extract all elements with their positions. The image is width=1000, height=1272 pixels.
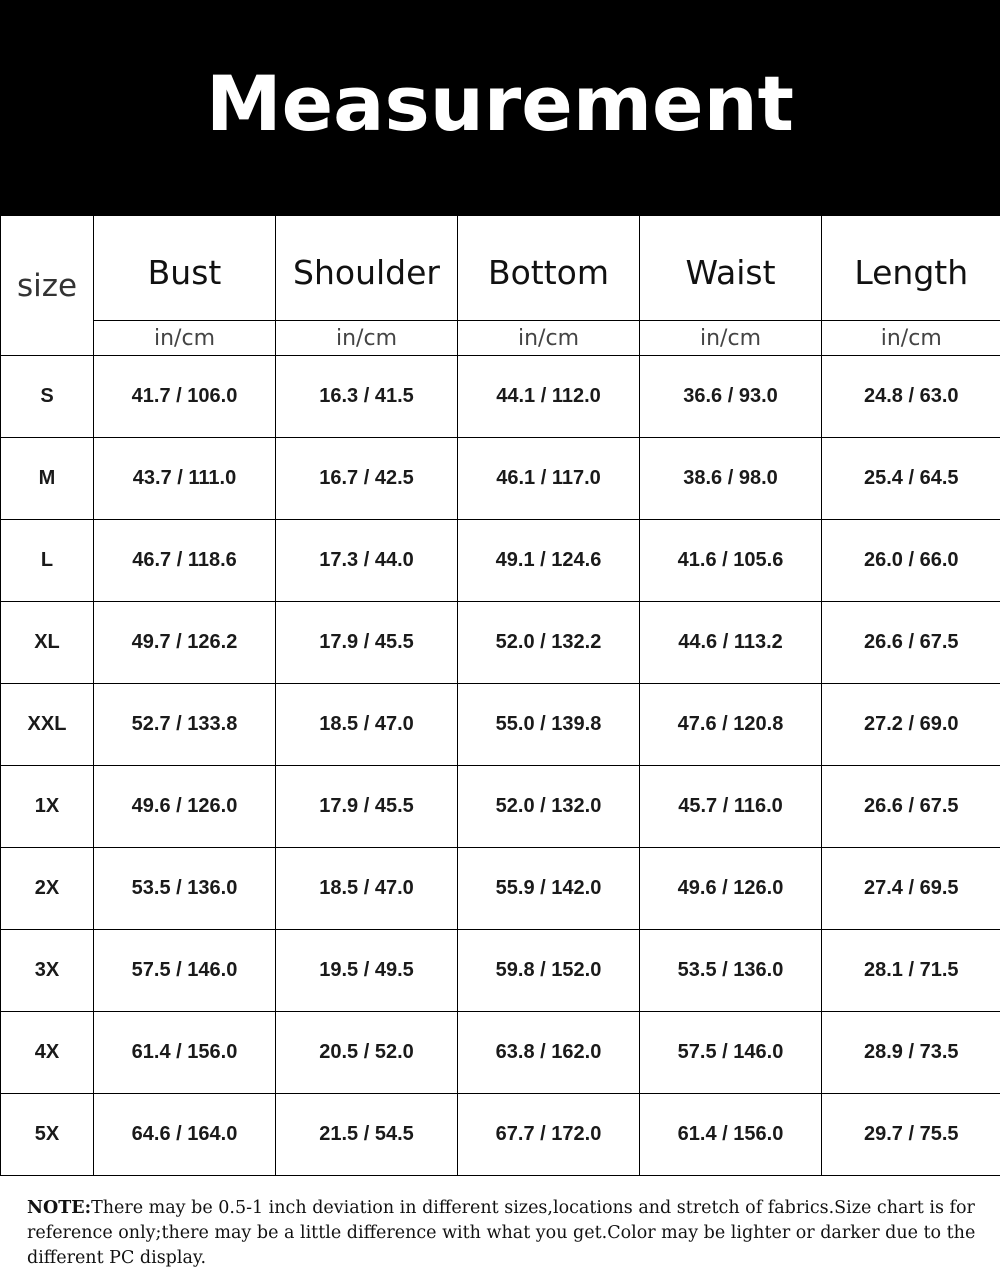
bottom-cell: 46.1 / 117.0 — [458, 438, 640, 520]
shoulder-cell: 17.9 / 45.5 — [276, 766, 458, 848]
length-cell: 27.2 / 69.0 — [822, 684, 1000, 766]
bust-cell: 53.5 / 136.0 — [94, 848, 276, 930]
table-row — [1, 520, 1000, 602]
shoulder-cell: 16.3 / 41.5 — [276, 356, 458, 438]
bust-cell: 46.7 / 118.6 — [94, 520, 276, 602]
length-cell: 27.4 / 69.5 — [822, 848, 1000, 930]
size-cell: 2X — [1, 848, 94, 930]
size-cell: XXL — [1, 684, 94, 766]
table-row — [1, 930, 1000, 1012]
length-cell: 29.7 / 75.5 — [822, 1094, 1000, 1176]
bust-cell: 57.5 / 146.0 — [94, 930, 276, 1012]
note-text: There may be 0.5-1 inch deviation in different sizes,locations and stretch of fabrics.Size chart is for reference only;there may be a little difference with what you get.Color may be lighter or darker due to the different PC display. — [27, 1198, 976, 1268]
bottom-cell: 63.8 / 162.0 — [458, 1012, 640, 1094]
shoulder-cell: 20.5 / 52.0 — [276, 1012, 458, 1094]
shoulder-cell: 21.5 / 54.5 — [276, 1094, 458, 1176]
shoulder-cell: 18.5 / 47.0 — [276, 684, 458, 766]
column-header-shoulder: Shoulder — [276, 216, 458, 321]
waist-cell: 61.4 / 156.0 — [640, 1094, 822, 1176]
table-row — [1, 1094, 1000, 1176]
column-header-bust: Bust — [94, 216, 276, 321]
shoulder-cell: 18.5 / 47.0 — [276, 848, 458, 930]
size-cell: 5X — [1, 1094, 94, 1176]
table-row — [1, 356, 1000, 438]
length-cell: 26.6 / 67.5 — [822, 602, 1000, 684]
shoulder-cell: 17.3 / 44.0 — [276, 520, 458, 602]
unit-row — [1, 321, 1000, 356]
bust-cell: 43.7 / 111.0 — [94, 438, 276, 520]
column-header-length: Length — [822, 216, 1000, 321]
size-chart-table — [0, 216, 1000, 1176]
size-cell: XL — [1, 602, 94, 684]
length-cell: 25.4 / 64.5 — [822, 438, 1000, 520]
size-cell: 1X — [1, 766, 94, 848]
table-row — [1, 684, 1000, 766]
waist-cell: 38.6 / 98.0 — [640, 438, 822, 520]
bust-cell: 49.6 / 126.0 — [94, 766, 276, 848]
unit-label: in/cm — [458, 321, 640, 356]
bust-cell: 41.7 / 106.0 — [94, 356, 276, 438]
size-cell: 4X — [1, 1012, 94, 1094]
shoulder-cell: 19.5 / 49.5 — [276, 930, 458, 1012]
waist-cell: 44.6 / 113.2 — [640, 602, 822, 684]
bust-cell: 61.4 / 156.0 — [94, 1012, 276, 1094]
bottom-cell: 52.0 / 132.2 — [458, 602, 640, 684]
unit-label: in/cm — [276, 321, 458, 356]
length-cell: 28.1 / 71.5 — [822, 930, 1000, 1012]
column-header-waist: Waist — [640, 216, 822, 321]
bottom-cell: 55.0 / 139.8 — [458, 684, 640, 766]
table-row — [1, 766, 1000, 848]
bottom-cell: 55.9 / 142.0 — [458, 848, 640, 930]
unit-label: in/cm — [822, 321, 1000, 356]
waist-cell: 53.5 / 136.0 — [640, 930, 822, 1012]
waist-cell: 49.6 / 126.0 — [640, 848, 822, 930]
bust-cell: 49.7 / 126.2 — [94, 602, 276, 684]
waist-cell: 41.6 / 105.6 — [640, 520, 822, 602]
length-cell: 26.6 / 67.5 — [822, 766, 1000, 848]
shoulder-cell: 17.9 / 45.5 — [276, 602, 458, 684]
unit-label: in/cm — [94, 321, 276, 356]
table-row — [1, 602, 1000, 684]
size-cell: M — [1, 438, 94, 520]
size-cell: L — [1, 520, 94, 602]
unit-label: in/cm — [640, 321, 822, 356]
table-row — [1, 1012, 1000, 1094]
length-cell: 24.8 / 63.0 — [822, 356, 1000, 438]
page-title: Measurement — [206, 58, 794, 148]
bottom-cell: 67.7 / 172.0 — [458, 1094, 640, 1176]
waist-cell: 45.7 / 116.0 — [640, 766, 822, 848]
table-row — [1, 438, 1000, 520]
header-banner — [0, 0, 1000, 216]
shoulder-cell: 16.7 / 42.5 — [276, 438, 458, 520]
column-header-bottom: Bottom — [458, 216, 640, 321]
size-note — [27, 1196, 977, 1271]
length-cell: 28.9 / 73.5 — [822, 1012, 1000, 1094]
waist-cell: 36.6 / 93.0 — [640, 356, 822, 438]
waist-cell: 57.5 / 146.0 — [640, 1012, 822, 1094]
bottom-cell: 59.8 / 152.0 — [458, 930, 640, 1012]
bottom-cell: 49.1 / 124.6 — [458, 520, 640, 602]
bust-cell: 64.6 / 164.0 — [94, 1094, 276, 1176]
table-row — [1, 848, 1000, 930]
header-row — [1, 216, 1000, 321]
size-cell: 3X — [1, 930, 94, 1012]
size-column-header: size — [1, 216, 94, 356]
waist-cell: 47.6 / 120.8 — [640, 684, 822, 766]
bottom-cell: 52.0 / 132.0 — [458, 766, 640, 848]
bottom-cell: 44.1 / 112.0 — [458, 356, 640, 438]
size-cell: S — [1, 356, 94, 438]
length-cell: 26.0 / 66.0 — [822, 520, 1000, 602]
bust-cell: 52.7 / 133.8 — [94, 684, 276, 766]
note-label: NOTE: — [27, 1198, 92, 1218]
